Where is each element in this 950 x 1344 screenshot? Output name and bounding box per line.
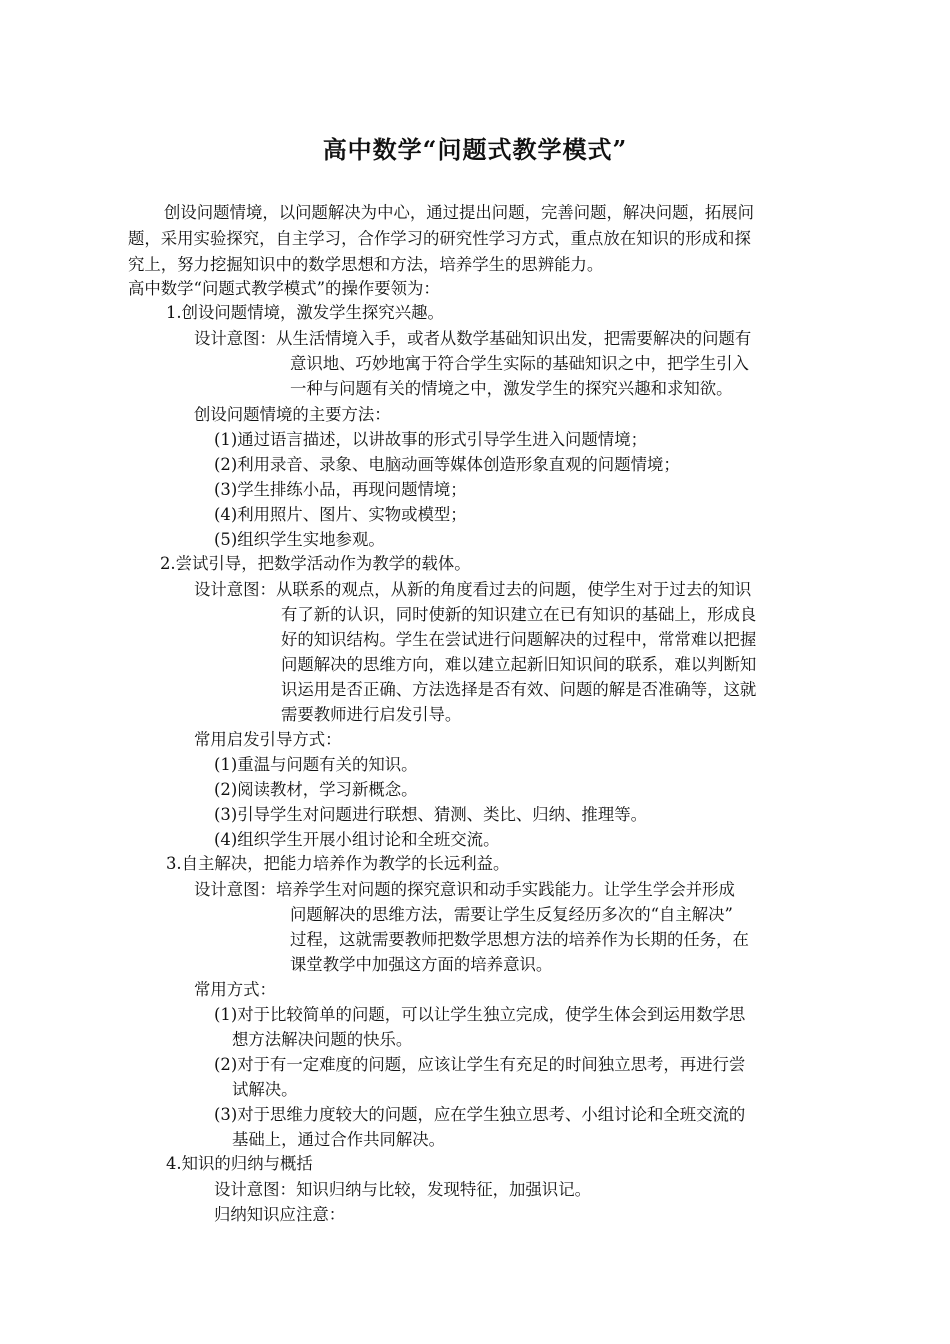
section-1-heading: 1.创设问题情境，激发学生探究兴趣。: [166, 303, 444, 322]
document-title: 高中数学“问题式教学模式”: [322, 135, 628, 164]
section-2-design-line: 好的知识结构。学生在尝试进行问题解决的过程中，常常难以把握: [281, 630, 757, 649]
section-2-method-item: (1)重温与问题有关的知识。: [214, 755, 418, 774]
section-1-method-item: (3)学生排练小品，再现问题情境；: [214, 480, 467, 499]
intro-line: 题，采用实验探究，自主学习，合作学习的研究性学习方式，重点放在知识的形成和探: [128, 229, 751, 248]
section-4-heading: 4.知识的归纳与概括: [166, 1154, 313, 1173]
section-3-method-item: 试解决。: [232, 1080, 298, 1099]
section-2-method-item: (2)阅读教材，学习新概念。: [214, 780, 418, 799]
section-2-method-item: (4)组织学生开展小组讨论和全班交流。: [214, 830, 500, 849]
section-3-method-item: (2)对于有一定难度的问题，应该让学生有充足的时间独立思考，再进行尝: [214, 1055, 746, 1074]
section-3-method-item: (3)对于思维力度较大的问题，应在学生独立思考、小组讨论和全班交流的: [214, 1105, 746, 1124]
section-3-design-line: 问题解决的思维方法，需要让学生反复经历多次的“自主解决”: [290, 905, 733, 924]
intro-line: 创设问题情境，以问题解决为中心，通过提出问题，完善问题，解决问题，拓展问: [164, 203, 755, 222]
outline-heading: 高中数学“问题式教学模式”的操作要领为：: [128, 279, 440, 298]
section-2-heading: 2.尝试引导，把数学活动作为教学的载体。: [160, 554, 471, 573]
section-3-design-line: 设计意图：培养学生对问题的探究意识和动手实践能力。让学生学会并形成: [194, 880, 735, 899]
section-2-design-line: 识运用是否正确、方法选择是否有效、问题的解是否准确等，这就: [281, 680, 757, 699]
section-1-design-line: 意识地、巧妙地寓于符合学生实际的基础知识之中，把学生引入: [290, 354, 749, 373]
section-1-methods-heading: 创设问题情境的主要方法：: [194, 405, 391, 424]
section-4-note: 归纳知识应注意：: [214, 1205, 346, 1224]
section-3-methods-heading: 常用方式：: [194, 980, 276, 999]
section-2-design-line: 设计意图：从联系的观点，从新的角度看过去的问题，使学生对于过去的知识: [194, 580, 752, 599]
section-1-method-item: (2)利用录音、录象、电脑动画等媒体创造形象直观的问题情境；: [214, 455, 680, 474]
section-3-method-item: 想方法解决问题的快乐。: [232, 1030, 413, 1049]
section-3-design-line: 过程，这就需要教师把数学思想方法的培养作为长期的任务，在: [290, 930, 749, 949]
section-3-heading: 3.自主解决，把能力培养作为教学的长远利益。: [166, 854, 510, 873]
section-1-design-line: 一种与问题有关的情境之中，激发学生的探究兴趣和求知欲。: [290, 379, 733, 398]
section-2-design-line: 需要教师进行启发引导。: [281, 705, 462, 724]
section-3-method-item: (1)对于比较简单的问题，可以让学生独立完成，使学生体会到运用数学思: [214, 1005, 746, 1024]
section-2-design-line: 有了新的认识，同时使新的知识建立在已有知识的基础上，形成良: [281, 605, 757, 624]
section-2-method-item: (3)引导学生对问题进行联想、猜测、类比、归纳、推理等。: [214, 805, 647, 824]
section-1-method-item: (1)通过语言描述，以讲故事的形式引导学生进入问题情境；: [214, 430, 647, 449]
section-3-method-item: 基础上，通过合作共同解决。: [232, 1130, 446, 1149]
section-4-design-line: 设计意图：知识归纳与比较，发现特征，加强识记。: [214, 1180, 591, 1199]
section-1-method-item: (4)利用照片、图片、实物或模型；: [214, 505, 467, 524]
section-2-design-line: 问题解决的思维方向，难以建立起新旧知识间的联系，难以判断知: [281, 655, 757, 674]
section-3-design-line: 课堂教学中加强这方面的培养意识。: [290, 955, 553, 974]
section-1-design-line: 设计意图：从生活情境入手，或者从数学基础知识出发，把需要解决的问题有: [194, 329, 752, 348]
section-1-method-item: (5)组织学生实地参观。: [214, 530, 385, 549]
section-2-methods-heading: 常用启发引导方式：: [194, 730, 342, 749]
intro-line: 究上，努力挖掘知识中的数学思想和方法，培养学生的思辨能力。: [128, 255, 604, 274]
